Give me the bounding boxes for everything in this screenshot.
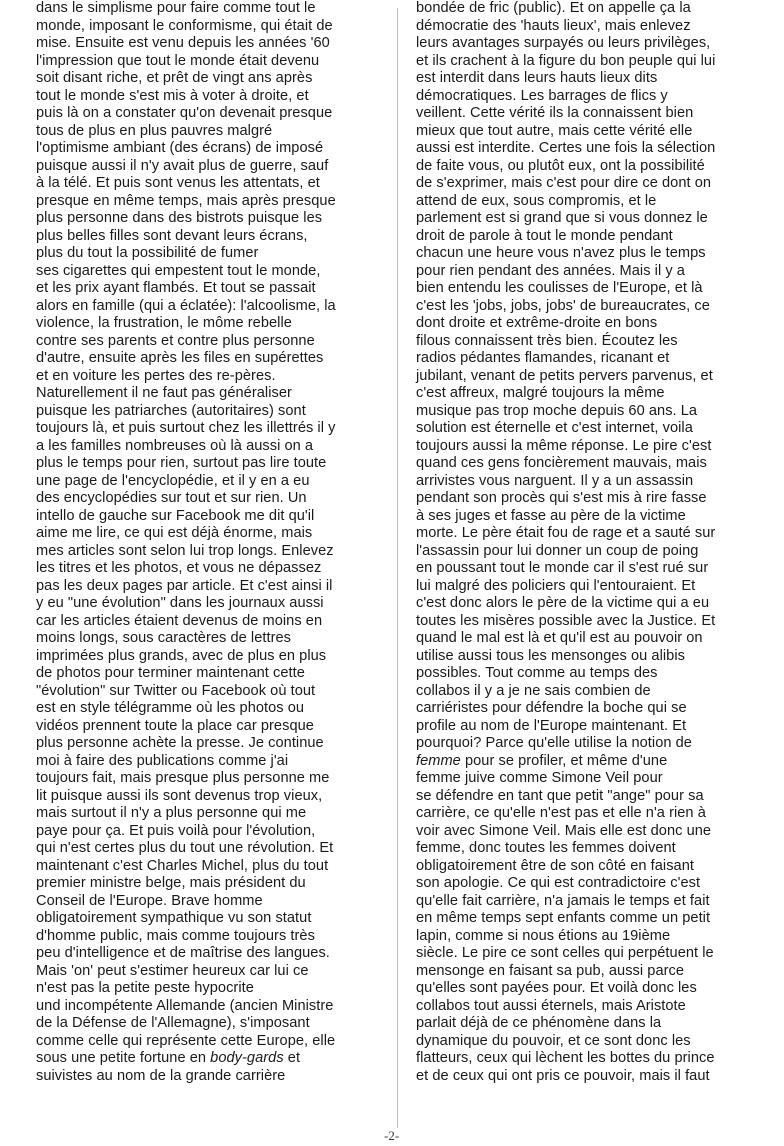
text-line-start: sous une petite fortune en (36, 1050, 211, 1066)
text-line: toujours fait, mais presque plus personne me (36, 770, 330, 786)
text-line: qu'elles sont payées pour. Et voilà donc les (416, 980, 697, 996)
text-line: suivistes au nom de la grande carrière (36, 1067, 286, 1084)
text-line: soit disant riche, et prêt de vingt ans après (36, 70, 313, 86)
text-line: pourquoi? Parce qu'elle utilise la notion de (416, 735, 692, 751)
text-line: obligatoirement sympathique vu son statut (36, 910, 312, 926)
text-line: Naturellement il ne faut pas généraliser (36, 385, 292, 401)
text-line: pas les deux pages par article. Et c'est ainsi il (36, 577, 333, 594)
text-line: aime me lire, ce qui est déjà énorme, mais (36, 525, 313, 541)
text-line: a les familles nombreuses où là aussi on a (36, 437, 314, 454)
text-line: morte. Le père était fou de rage et a sauté sur (416, 525, 716, 541)
text-line: obligatoirement être de son côté en faisant (416, 857, 694, 874)
text-line: lapin, comme si nous étions au 19ième (416, 927, 671, 944)
text-line: parlait déjà de ce phénomène dans la (416, 1015, 662, 1031)
text-line: et les prix ayant flambés. Et tout se passait (36, 280, 316, 296)
text-line: femme juive comme Simone Veil pour (416, 770, 663, 786)
text-line: est en style télégramme où les photos ou (36, 700, 305, 716)
text-line: puis là on a constater qu'on devenait presque (36, 105, 333, 121)
text-line: puisque aussi il n'y avait plus de guerre, sauf (36, 157, 329, 174)
text-line: und incompétente Allemande (ancien Ministre (36, 997, 334, 1014)
text-line: une page de l'encyclopédie, et il y en a eu (36, 472, 310, 489)
column-divider (397, 8, 398, 1128)
text-line: lit puisque aussi ils sont devenus trop vieux, (36, 787, 323, 804)
text-line: bien entendu les coulisses de l'Europe, et là (416, 280, 703, 296)
text-line: attend de eux, sous compromis, et le (416, 192, 657, 209)
text-line: démocratiques. Les barrages de flics y (416, 87, 668, 104)
text-line: de faite vous, ou plutôt eux, ont la possibilité (416, 157, 705, 174)
text-line: les titres et les photos, et vous ne dépassez (36, 560, 322, 576)
text-line: collabos tout aussi éternels, mais Aristote (416, 997, 686, 1014)
text-line: contre ses parents et contre plus personne (36, 332, 315, 349)
text-line: mais surtout il n'y a plus personne qui me (36, 805, 307, 821)
text-line: violence, la frustration, le môme rebelle (36, 315, 292, 331)
text-line: solution est éternelle et c'est internet, voila (416, 420, 693, 436)
text-line-end: pour se profiler, et même d'une (460, 752, 668, 769)
left-text-column (36, 0, 366, 1085)
text-line: Mais 'on' peut s'estimer heureux car lui ce (36, 962, 309, 979)
text-line: radios pédantes flamandes, ricanant et (416, 350, 670, 366)
text-line: maintenant c'est Charles Michel, plus du tout (36, 857, 329, 874)
text-line: veillent. Cette vérité ils la connaissent bien (416, 105, 694, 121)
italic-term: body-gards (210, 1050, 284, 1066)
text-line: bondée de fric (public). Et on appelle ça la (416, 0, 691, 16)
text-line: dans le simplisme pour faire comme tout le (36, 0, 316, 16)
text-line: plus le temps pour rien, surtout pas lire toute (36, 455, 327, 471)
text-line: filous connaissent très bien. Écoutez les (416, 332, 678, 349)
text-line: mieux que tout autre, mais cette vérité elle (416, 122, 693, 139)
text-line: presque en même temps, mais après presque (36, 192, 336, 209)
text-line: mensonge en faisant sa pub, aussi parce (416, 962, 685, 979)
text-line: Conseil de l'Europe. Brave homme (36, 892, 263, 909)
text-line: dont droite et extrême-droite en bons (416, 315, 658, 331)
text-line: imprimées plus grands, avec de plus en plus (36, 647, 327, 664)
text-line: ses cigarettes qui empestent tout le monde, (36, 262, 321, 279)
text-line: monde, imposant le conformisme, qui était de (36, 17, 333, 34)
text-line: femme, donc toutes les femmes doivent (416, 840, 676, 856)
text-line: alors en famille (qui a éclatée): l'alcoolisme, la (36, 297, 336, 314)
text-line (416, 753, 766, 771)
text-line: se défendre en tant que petit "ange" pour sa (416, 787, 704, 804)
text-line: mise. Ensuite est venu depuis les années '60 (36, 35, 330, 51)
text-line (36, 1050, 366, 1068)
text-line: moi à faire des publications comme j'ai (36, 752, 289, 769)
text-line: aussi est interdite. Certes une fois la sélection (416, 140, 716, 156)
text-line: plus belles filles sont devant leurs écrans, (36, 227, 308, 244)
text-line: vidéos prennent toute la place car presque (36, 717, 314, 734)
text-line: des encyclopédies sur tout et sur rien. Un (36, 490, 307, 506)
text-line: de s'exprimer, mais c'est pour dire ce dont on (416, 175, 712, 191)
text-line: flatteurs, ceux qui lèchent les bottes du prince (416, 1050, 715, 1066)
text-line: tous de plus en plus pauvres malgré (36, 122, 273, 139)
text-line: droit de parole à tout le monde pendant (416, 227, 673, 244)
text-line: plus personne dans des bistrots puisque les (36, 210, 323, 226)
text-line: toutes les misères possible avec la Justice. Et (416, 612, 716, 629)
page-number: -2- (384, 1128, 400, 1143)
text-line: toujours aussi la même réponse. Le pire c'est (416, 437, 712, 454)
text-line: quand ces gens foncièrement mauvais, mais (416, 455, 707, 471)
text-line: l'impression que tout le monde était devenu (36, 52, 320, 69)
text-line: plus personne achète la presse. Je continue (36, 735, 324, 751)
text-line: chacun une heure vous n'avez plus le temps (416, 245, 706, 261)
italic-term: femme (416, 752, 461, 769)
text-line: quand le mal est là et qu'il est au pouvoir on (416, 630, 703, 646)
text-line: d'autre, ensuite après les files en supérettes (36, 350, 324, 366)
text-line: moins longs, sous caractères de lettres (36, 630, 292, 646)
right-text-column (416, 0, 766, 1085)
text-line: carrière, ce qu'elle n'est pas et elle n'a rien à (416, 805, 706, 821)
text-line: car les articles étaient devenus de moins en (36, 612, 323, 629)
text-line: collabos il y a je ne sais combien de (416, 682, 651, 699)
text-line: plus du tout la possibilité de fumer (36, 245, 259, 261)
text-line: et de ceux qui ont pris ce pouvoir, mais il faut (416, 1067, 710, 1084)
text-line: de photos pour terminer maintenant cette (36, 665, 305, 681)
text-line: puisque les patriarches (autoritaires) sont (36, 402, 306, 419)
text-line: à ses juges et fasse au père de la victime (416, 507, 686, 524)
text-line: intello de gauche sur Facebook me dit qu'il (36, 507, 315, 524)
text-line: est interdit dans leurs hauts lieux dits (416, 70, 658, 86)
text-line: pour rien pendant des années. Mais il y a (416, 262, 685, 279)
text-line: d'homme public, mais comme toujours très (36, 927, 315, 944)
text-line: toujours là, et puis surtout chez les illettrés il y (36, 420, 336, 436)
text-line: utilise aussi tous les mensonges ou alibis (416, 647, 685, 664)
text-line: à la télé. Et puis sont venus les attentats, et (36, 175, 320, 191)
text-line: en même temps sept enfants comme un petit (416, 910, 711, 926)
text-line: y eu "une évolution" dans les journaux aussi (36, 595, 324, 611)
text-line: peu d'intelligence et de maîtrise des langues. (36, 945, 330, 961)
text-line: dynamique du pouvoir, et ce sont donc les (416, 1032, 691, 1049)
text-line: tout le monde s'est mis à voter à droite, et (36, 87, 309, 104)
text-line: parlement est si grand que si vous donnez le (416, 210, 708, 226)
text-line: carriéristes pour défendre la boche qui se (416, 700, 687, 716)
text-line: n'est pas la petite peste hypocrite (36, 980, 254, 996)
text-line: paye pour ça. Et puis voilà pour l'évolution, (36, 822, 316, 839)
text-line: et ils crachent à la figure du bon peuple qui lui (416, 52, 716, 69)
text-line: mes articles sont selon lui trop longs. Enlevez (36, 542, 334, 559)
text-line: son apologie. Ce qui est contradictoire c'est (416, 875, 701, 891)
text-line: en poussant tout le monde car il s'est rué sur (416, 560, 709, 576)
text-line: leurs avantages surpayés ou leurs privilèges, (416, 35, 711, 51)
text-line: siècle. Le pire ce sont celles qui perpétuent le (416, 945, 714, 961)
text-line: musique pas trop moche depuis 60 ans. La (416, 402, 698, 419)
text-line: arrivistes vous narguent. Il y a un assassin (416, 472, 694, 489)
text-line: lui malgré des policiers qui l'entouraient. Et (416, 577, 696, 594)
text-line: pendant son procès qui s'est mis à rire fasse (416, 490, 707, 506)
text-line: profile au nom de l'Europe maintenant. Et (416, 717, 687, 734)
text-line: qui n'est certes plus du tout une révolution. Et (36, 840, 334, 856)
text-line: c'est donc alors le père de la victime qui a eu (416, 595, 710, 611)
text-line: c'est les 'jobs, jobs, jobs' de bureaucrates, ce (416, 297, 710, 314)
text-line: l'assassin pour lui donner un coup de poing (416, 542, 699, 559)
text-line: jubilant, venant de petits pervers parvenus, et (416, 367, 713, 384)
text-line: qu'elle fait carrière, n'a jamais le temps et fait (416, 892, 710, 909)
text-line: premier ministre belge, mais président du (36, 875, 306, 891)
text-line: de la Défense de l'Allemagne), s'imposant (36, 1015, 310, 1031)
text-line: possibles. Tout comme au temps des (416, 665, 658, 681)
text-line: "évolution" sur Twitter ou Facebook où tout (36, 682, 316, 699)
text-line-end: et (283, 1050, 301, 1066)
text-line: l'optimisme ambiant (des écrans) de imposé (36, 140, 324, 156)
text-line: voir avec Simone Veil. Mais elle est donc une (416, 822, 712, 839)
text-line: c'est affreux, malgré toujours la même (416, 385, 665, 401)
text-line: et en voiture les pertes des re-pères. (36, 367, 276, 384)
text-line: comme celle qui représente cette Europe, elle (36, 1032, 336, 1049)
text-line: démocratie des 'hauts lieux', mais enlevez (416, 17, 691, 34)
